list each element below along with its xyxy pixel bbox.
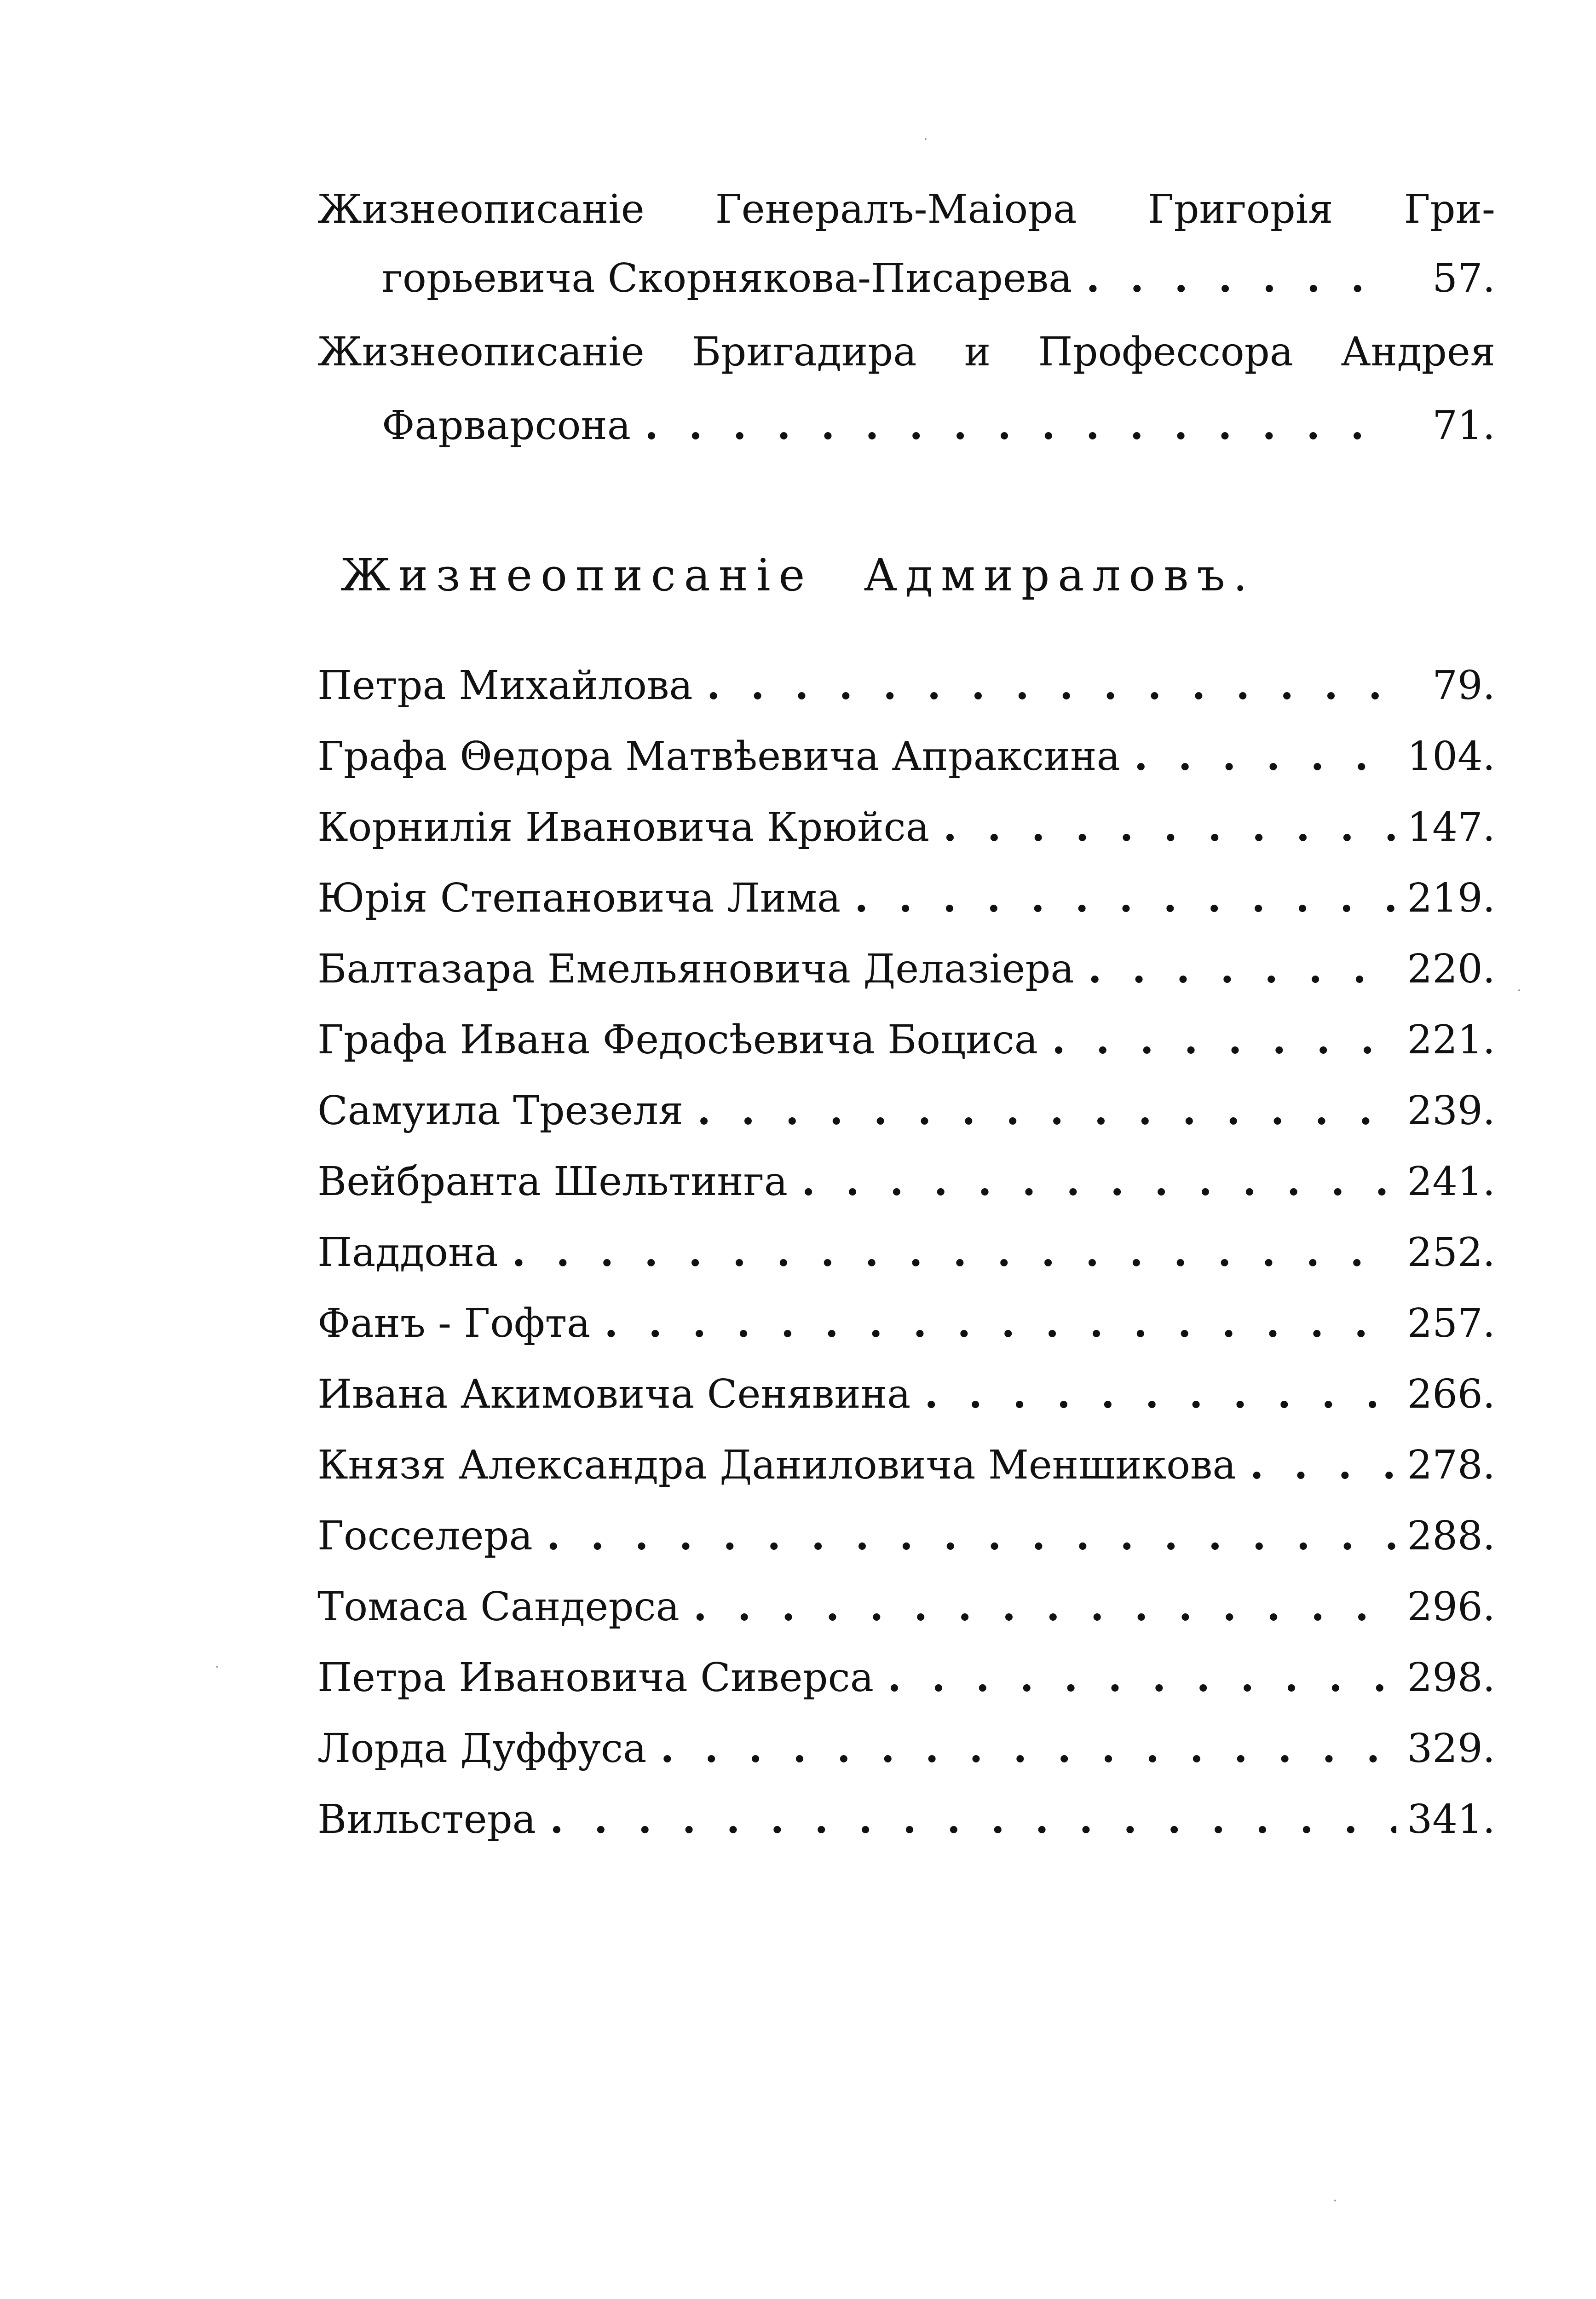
- toc-entry: [317, 1650, 1495, 1705]
- page-number: 257.: [1407, 1300, 1495, 1346]
- toc-entry-text: горьевича Скорнякова-Писарева: [382, 255, 1072, 301]
- page-number: 241.: [1407, 1159, 1495, 1205]
- admiral-name: Томаса Сандерса: [317, 1584, 680, 1630]
- admiral-name: Ивана Акимовича Сенявина: [317, 1371, 911, 1417]
- admiral-name: Самуила Трезеля: [317, 1088, 684, 1134]
- toc-entry: [317, 1579, 1495, 1635]
- leader-dots: [547, 1508, 1396, 1564]
- page-number: 329.: [1407, 1726, 1495, 1772]
- page-number: 288.: [1407, 1513, 1495, 1559]
- toc-entry: [317, 658, 1495, 713]
- admiral-name: Вейбранта Шельтинга: [317, 1159, 788, 1205]
- admiral-name: Князя Александра Даниловича Меншикова: [317, 1442, 1236, 1488]
- admiral-name: Графа Ивана Федосѣевича Боциса: [317, 1017, 1038, 1063]
- paper-speck: [1334, 2200, 1336, 2201]
- paper-speck: [216, 1666, 218, 1668]
- section-heading-word: Жизнеописаніе: [340, 549, 813, 601]
- toc-entry: [317, 942, 1495, 997]
- leader-dots: [887, 1650, 1396, 1705]
- leader-dots: [1052, 1012, 1396, 1068]
- leader-dots: [943, 800, 1396, 855]
- page-number: 57.: [1432, 255, 1495, 301]
- toc-entry: [317, 871, 1495, 926]
- leader-dots: [604, 1296, 1396, 1351]
- leader-dots: [550, 1792, 1396, 1847]
- admiral-name: Петра Ивановича Сиверса: [317, 1655, 874, 1701]
- toc-entry: [317, 1225, 1495, 1280]
- toc-entry: [317, 1296, 1495, 1351]
- admiral-name: Вильстера: [317, 1796, 536, 1843]
- toc-entry-line: [382, 398, 1495, 453]
- page-number: 219.: [1407, 875, 1495, 921]
- section-heading: [0, 543, 1596, 607]
- page-number: 341.: [1407, 1796, 1495, 1843]
- page-number: 104.: [1407, 734, 1495, 780]
- toc-entry: [317, 1721, 1495, 1776]
- page-number: 266.: [1407, 1371, 1495, 1417]
- toc-entry-line: [382, 251, 1495, 306]
- toc-entry-line: [317, 182, 1495, 237]
- toc-entry: [317, 800, 1495, 855]
- page-number: 79.: [1432, 663, 1495, 709]
- page-number: 296.: [1407, 1584, 1495, 1630]
- toc-entry: [317, 1012, 1495, 1068]
- toc-entry-text: Фарварсона: [382, 403, 631, 449]
- leader-dots: [1086, 251, 1397, 306]
- toc-entry: [317, 1792, 1495, 1847]
- leader-dots: [645, 398, 1397, 453]
- page-number: 147.: [1407, 804, 1495, 850]
- page-number: 252.: [1407, 1230, 1495, 1276]
- toc-entry: [317, 1367, 1495, 1422]
- toc-entry: [317, 1438, 1495, 1493]
- leader-dots: [1088, 942, 1396, 997]
- admiral-name: Корнилія Ивановича Крюйса: [317, 804, 929, 850]
- admiral-name: Балтазара Емельяновича Делазіера: [317, 946, 1074, 992]
- toc-entry: [317, 729, 1495, 784]
- admiral-name: Госселера: [317, 1513, 533, 1559]
- leader-dots: [1134, 729, 1396, 784]
- leader-dots: [801, 1154, 1396, 1209]
- paper-speck: [925, 138, 927, 140]
- leader-dots: [924, 1367, 1396, 1422]
- toc-entry: [317, 1083, 1495, 1138]
- section-heading-word: Адмираловъ.: [864, 549, 1256, 601]
- page-number: 71.: [1432, 403, 1495, 449]
- toc-entry-text: Жизнеописаніе Бригадира и Профессора Андрея: [317, 329, 1495, 375]
- page-number: 221.: [1407, 1017, 1495, 1063]
- leader-dots: [512, 1225, 1396, 1280]
- admiral-name: Петра Михайлова: [317, 663, 693, 709]
- paper-speck: [1518, 989, 1520, 991]
- leader-dots: [854, 871, 1396, 926]
- toc-entry: [317, 1508, 1495, 1564]
- leader-dots: [660, 1721, 1396, 1776]
- admiral-name: Графа Θедора Матвѣевича Апраксина: [317, 734, 1120, 780]
- admiral-name: Фанъ - Гофта: [317, 1300, 591, 1346]
- leader-dots: [1250, 1438, 1396, 1493]
- page-number: 278.: [1407, 1442, 1495, 1488]
- page-number: 239.: [1407, 1088, 1495, 1134]
- admiral-name: Юрія Степановича Лима: [317, 875, 841, 921]
- admiral-name: Лорда Дуффуса: [317, 1726, 647, 1772]
- page-number: 220.: [1407, 946, 1495, 992]
- toc-entry-line: [317, 324, 1495, 380]
- toc-entry: [317, 1154, 1495, 1209]
- leader-dots: [697, 1083, 1396, 1138]
- admiral-name: Паддона: [317, 1230, 498, 1276]
- leader-dots: [707, 658, 1397, 713]
- page-number: 298.: [1407, 1655, 1495, 1701]
- toc-entry-text: Жизнеописаніе Генералъ-Маіора Григорія Гри-: [317, 186, 1495, 232]
- leader-dots: [693, 1579, 1396, 1635]
